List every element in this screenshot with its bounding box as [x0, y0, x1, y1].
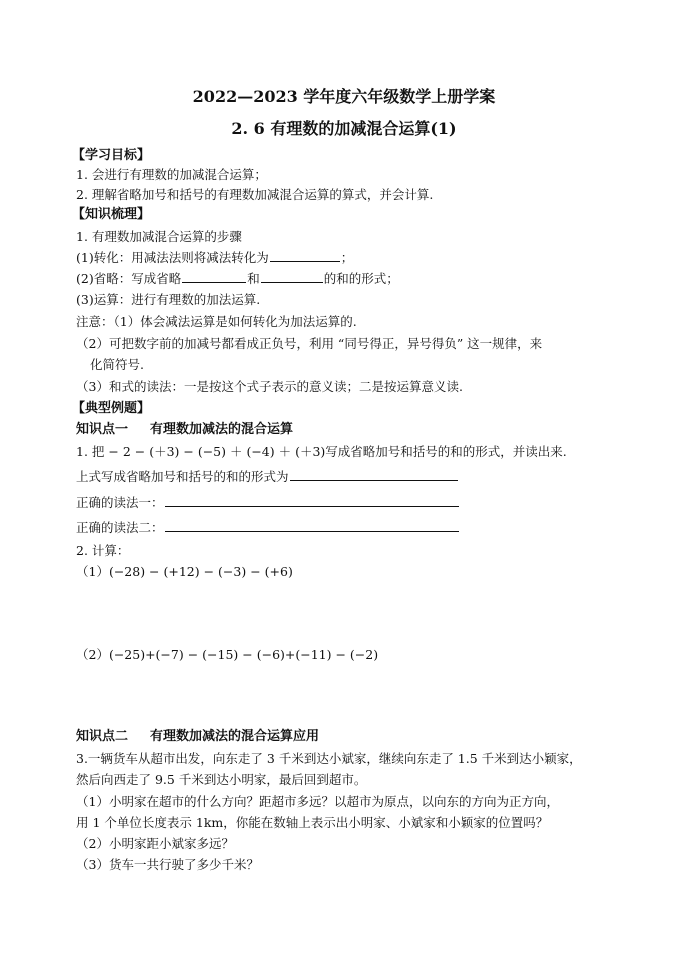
step-2	[76, 271, 399, 287]
question-1: 1. 把 − 2 − (＋3) − (−5) ＋ (−4) ＋ (＋3)写成省略加号和括号的和的形式，并读出来.	[76, 444, 567, 459]
step-2-end: 的和的形式；	[323, 271, 399, 286]
note-1: 注意：（1）体会减法运算是如何转化为加法运算的.	[76, 314, 357, 329]
question-3-part-3: （3）货车一共行驶了多少千米？	[76, 857, 259, 872]
question-1-reading-2	[76, 520, 460, 536]
q1-form-blank[interactable]	[290, 469, 458, 481]
question-3-part-1-line-2: 用 1 个单位长度表示 1km，你能在数轴上表示出小明家、小斌家和小颖家的位置吗？	[76, 815, 549, 830]
step-2-blank-1[interactable]	[182, 271, 246, 283]
note-3: （3）和式的读法：一是按这个式子表示的意义读；二是按运算意义读.	[76, 379, 463, 394]
q1-read1-label: 正确的读法一：	[76, 495, 164, 510]
knowledge-heading: 【知识梳理】	[72, 207, 151, 222]
question-2-part-2: （2）(−25)+(−7) − (−15) − (−6)+(−11) − (−2)	[76, 647, 379, 662]
step-1-text: (1)转化：用减法法则将减法转化为	[76, 250, 269, 265]
kp1-title: 有理数加减法的混合运算	[150, 422, 294, 437]
question-3-part-2: （2）小明家距小斌家多远？	[76, 836, 234, 851]
examples-heading: 【典型例题】	[72, 401, 151, 416]
step-1-end: ；	[340, 250, 354, 265]
lesson-title: 2. 6 有理数的加减混合运算(1)	[231, 119, 457, 138]
q1-form-label: 上式写成省略加号和括号的和的形式为	[76, 469, 289, 484]
question-3-line-2: 然后向西走了 9.5 千米到达小明家，最后回到超市。	[76, 772, 367, 787]
question-3-part-1-line-1: （1）小明家在超市的什么方向？距超市多远？以超市为原点，以向东的方向为正方向，	[76, 794, 559, 809]
step-2-text: (2)省略：写成省略	[76, 271, 182, 286]
goal-item-1: 1. 会进行有理数的加减混合运算；	[76, 167, 267, 182]
question-3-line-1: 3.一辆货车从超市出发，向东走了 3 千米到达小斌家，继续向东走了 1.5 千米到达小颖家，	[76, 751, 582, 766]
q1-read2-label: 正确的读法二：	[76, 520, 164, 535]
note-2-line-1: （2）可把数字前的加减号都看成正负号，利用 “同号得正，异号得负” 这一规律，来	[76, 336, 543, 351]
kp1-label: 知识点一	[76, 422, 129, 437]
q1-read2-blank[interactable]	[165, 520, 459, 532]
question-2: 2. 计算：	[76, 543, 130, 558]
step-1	[76, 250, 353, 266]
goals-heading: 【学习目标】	[72, 148, 151, 163]
step-2-mid: 和	[247, 271, 260, 286]
step-3: (3)运算：进行有理数的加法运算.	[76, 292, 261, 307]
note-2-line-2: 化简符号.	[90, 357, 144, 372]
step-1-blank[interactable]	[270, 250, 340, 262]
knowledge-point-2	[76, 729, 319, 745]
knowledge-point-1	[76, 422, 293, 438]
kp2-label: 知识点二	[76, 729, 129, 744]
question-2-part-1: （1）(−28) − (+12) − (−3) − (+6)	[76, 564, 293, 579]
question-1-form	[76, 469, 459, 485]
q1-read1-blank[interactable]	[165, 495, 459, 507]
question-1-reading-1	[76, 495, 460, 511]
kp2-title: 有理数加减法的混合运算应用	[150, 729, 320, 744]
worksheet-title: 2022—2023 学年度六年级数学上册学案	[192, 87, 496, 106]
goal-item-2: 2. 理解省略加号和括号的有理数加减混合运算的算式，并会计算.	[76, 187, 434, 202]
steps-title: 1. 有理数加减混合运算的步骤	[76, 229, 242, 244]
step-2-blank-2[interactable]	[261, 271, 323, 283]
